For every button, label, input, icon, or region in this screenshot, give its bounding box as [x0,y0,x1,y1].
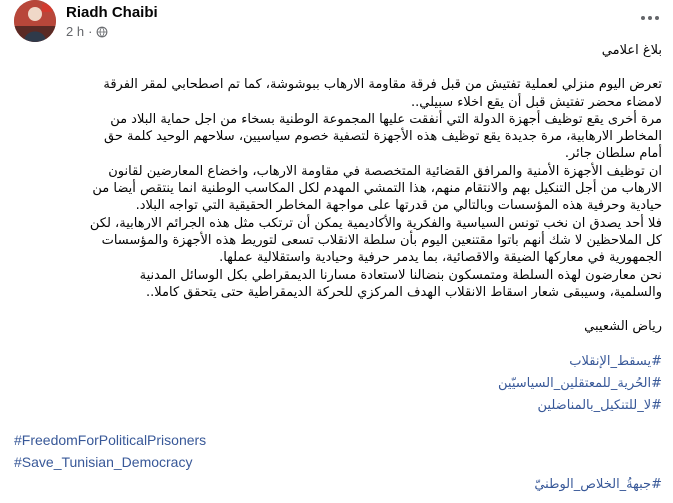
more-options-button[interactable] [637,8,663,28]
hashtag-link[interactable]: #Save_Tunisian_Democracy [14,454,193,470]
post-line: كل الملاحظين لا شك أنهم باتوا مقتنعين اليوم بأن سلطة الانقلاب تسعى لتوريط هذه الأجهزة والمؤسسات [101,232,662,248]
post-line: ان توظيف الأجهزة الأمنية والمرافق القضائية المتخصصة في مقاومة الارهاب، واخضاع المعارضين لقانون [108,163,662,179]
post-line: أمام سلطان جائر. [564,146,662,162]
post-line: نحن معارضون لهذه السلطة ومتمسكون بنضالنا لاستعادة مسارنا الديمقراطي بكل الوسائل المدنية [139,267,662,283]
post-line: تعرض اليوم منزلي لعملية تفتيش من قبل فرقة مقاومة الارهاب ببوشوشة، كما تم اصطحابي لمقر الفرقة [103,77,662,93]
post-line: والسلمية، وسيبقى شعار اسقاط الانقلاب الهدف المركزي للحركة الديمقراطية حتى يتحقق كاملا.. [146,284,662,300]
avatar-image [14,0,56,42]
hashtag-link[interactable]: #لا_للتنكيل_بالمناضلين [537,398,662,413]
hashtag-list-final [534,474,662,496]
hashtag-link[interactable]: #FreedomForPoliticalPrisoners [14,432,207,448]
post-timestamp[interactable]: 2 h [66,24,85,39]
hashtag-list-english [14,429,206,473]
avatar[interactable] [14,0,56,42]
post-line: لامضاء محضر تفتيش قبل أن يقع اخلاء سبيلي.. [411,94,662,110]
hashtag-link[interactable]: #جبهةُ_الخلاص_الوطنيّ [534,477,662,492]
author-name[interactable]: Riadh Chaibi [66,4,158,21]
paragraph-gap [12,301,662,318]
post-line: حيادية وحرفية هذه المؤسسات وبالتالي من قدرتها على مواجهة المخاطر الحقيقية التي تواجه البلاد. [135,198,662,214]
post-line: المخاطر الارهابية، مرة جديدة يقع توظيف هذه الأجهزة لتصفية خصوم سياسيين، سلاحهم الوحيد كلمة حق [104,129,662,145]
hashtag-link[interactable]: #الحُرية_للمعتقلين_السياسيّين [498,376,662,391]
post-line: بلاغ اعلامي [601,43,662,58]
post-line: الارهاب من أجل التنكيل بهم والانتقام منهم، هذا التمشي المهدم لكل المكاسب الوطنية انما ينتقص أيضا من [92,181,662,197]
hashtag-list-arabic [12,351,662,417]
post-body [12,42,662,335]
post-meta [66,24,108,39]
post-line: مرة أخرى يقع توظيف أجهزة الدولة التي أنفقت عليها المجموعة الوطنية بسخاء من اجل حماية البلاد من [110,111,662,127]
more-dot-icon [655,16,659,20]
paragraph-gap [12,59,662,76]
post-line: فلا أحد يصدق ان نخب تونس السياسية والفكرية والأكاديمية يمكن أن ترتكب مثل هذه الجرائم الارهابية، لكن [89,215,662,231]
post-signature: رياض الشعيبي [584,319,662,335]
more-dot-icon [641,16,645,20]
meta-separator: · [88,24,93,39]
more-dot-icon [648,16,652,20]
hashtag-link[interactable]: #يسقط_الإنقلاب [569,354,662,369]
globe-icon[interactable] [96,26,108,38]
post-line: الجمهورية في معاركها الضيقة والاقصائية، بما يدمر حرفية وحيادية واستقلالية عملها. [219,250,662,266]
